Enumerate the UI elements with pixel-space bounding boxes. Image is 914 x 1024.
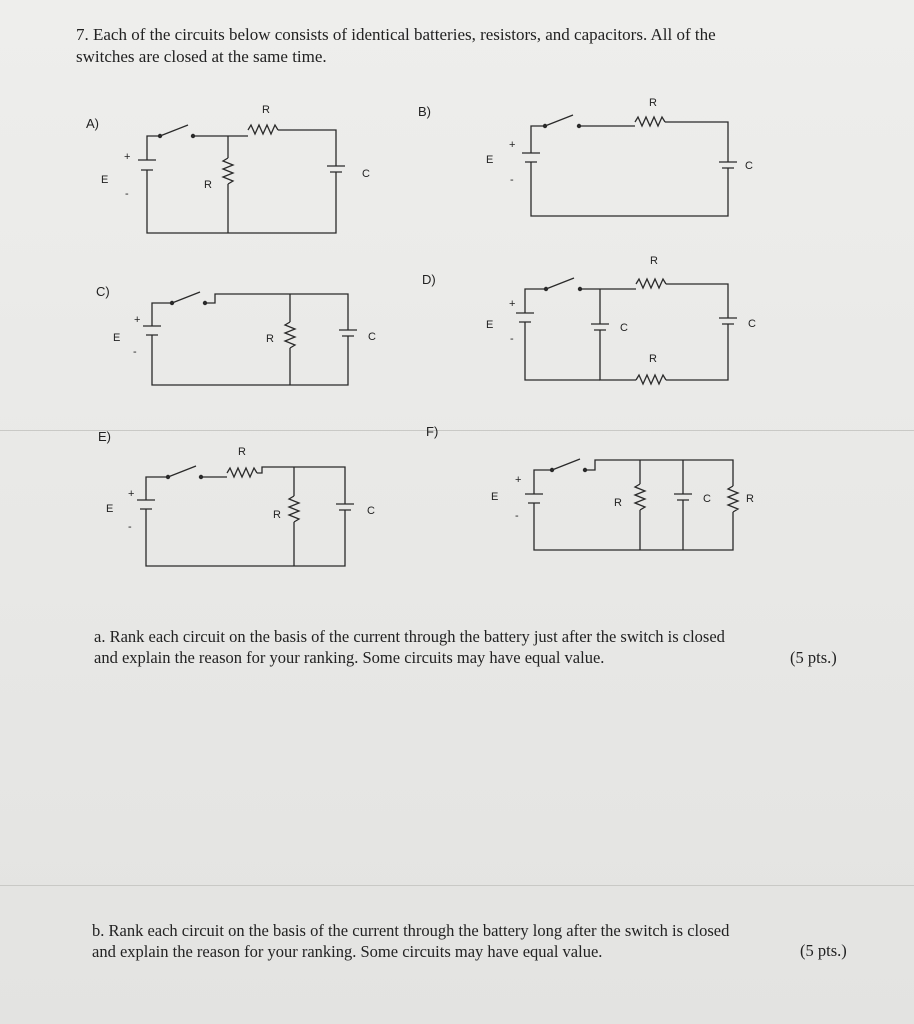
- switch-contact: [544, 287, 548, 291]
- capacitor-label: C: [367, 505, 375, 517]
- battery-symbol: [143, 326, 161, 345]
- battery-symbol: [522, 153, 540, 172]
- resistor-zigzag: [285, 322, 295, 348]
- battery-symbol: [525, 494, 543, 513]
- capacitor-symbol: [591, 324, 609, 330]
- capacitor-label: C: [368, 331, 376, 343]
- part-a-line-2: and explain the reason for your ranking. Some circuits may have equal value.: [94, 648, 605, 667]
- part-b: [92, 920, 862, 962]
- battery-label: E: [101, 174, 109, 186]
- resistor-label: R: [650, 255, 658, 267]
- circuit-a: [101, 104, 370, 233]
- resistor-label: R: [746, 493, 754, 505]
- battery-plus: +: [509, 139, 516, 151]
- battery-symbol: [516, 313, 534, 333]
- question-line-1: Each of the circuits below consists of identical batteries, resistors, and capacitors. All of the: [93, 25, 716, 44]
- circuit-f: [491, 459, 754, 550]
- battery-label: E: [491, 491, 499, 503]
- capacitor-symbol: [327, 166, 345, 172]
- circuit-label-e: E): [98, 429, 111, 444]
- question-line-2: switches are closed at the same time.: [76, 47, 327, 66]
- resistor-zigzag: [248, 125, 278, 134]
- resistor-zigzag: [227, 468, 257, 477]
- circuit-label-a: A): [86, 116, 99, 131]
- battery-minus: -: [510, 174, 514, 186]
- part-b-points: (5 pts.): [800, 941, 847, 960]
- battery-label: E: [106, 503, 114, 515]
- battery-label: E: [486, 319, 494, 331]
- battery-symbol: [138, 160, 156, 183]
- battery-minus: -: [125, 188, 129, 200]
- circuit-c: [113, 292, 376, 385]
- switch-contact: [166, 475, 170, 479]
- capacitor-symbol: [719, 162, 737, 168]
- circuit-b: [486, 97, 753, 216]
- part-a: [94, 626, 854, 668]
- part-a-points: (5 pts.): [790, 648, 837, 667]
- circuit-label-d: D): [422, 272, 436, 287]
- circuit-d: [486, 255, 756, 384]
- battery-minus: -: [510, 333, 514, 345]
- capacitor-label: C: [620, 322, 628, 334]
- switch-contact: [170, 301, 174, 305]
- battery-label: E: [113, 332, 121, 344]
- switch-contact: [158, 134, 162, 138]
- capacitor-label: C: [703, 493, 711, 505]
- switch-contact: [550, 468, 554, 472]
- part-a-line-1: a. Rank each circuit on the basis of the current through the battery just after the switch is closed: [94, 627, 725, 646]
- resistor-label: R: [649, 353, 657, 365]
- resistor-zigzag: [636, 279, 666, 288]
- resistor-zigzag: [728, 486, 738, 512]
- battery-minus: -: [133, 346, 137, 358]
- resistor-label: R: [204, 179, 212, 191]
- circuit-label-f: F): [426, 424, 439, 439]
- resistor-label: R: [238, 446, 246, 458]
- circuit-label-b: B): [418, 104, 431, 119]
- resistor-label: R: [273, 509, 281, 521]
- resistor-zigzag: [289, 496, 299, 522]
- resistor-label: R: [262, 104, 270, 116]
- capacitor-symbol: [339, 330, 357, 336]
- capacitor-label: C: [745, 160, 753, 172]
- switch-contact: [543, 124, 547, 128]
- resistor-zigzag: [223, 158, 233, 184]
- resistor-zigzag: [636, 375, 666, 384]
- capacitor-label: C: [362, 168, 370, 180]
- battery-symbol: [137, 500, 155, 519]
- circuit-label-c: C): [96, 284, 110, 299]
- resistor-label: R: [649, 97, 657, 109]
- battery-minus: -: [515, 510, 519, 522]
- capacitor-symbol: [719, 318, 737, 324]
- resistor-label: R: [266, 333, 274, 345]
- battery-minus: -: [128, 521, 132, 533]
- circuit-e: [106, 446, 375, 566]
- part-b-line-1: b. Rank each circuit on the basis of the current through the battery long after the switch is closed: [92, 921, 730, 940]
- part-b-line-2: and explain the reason for your ranking. Some circuits may have equal value.: [92, 942, 603, 961]
- resistor-zigzag: [635, 117, 665, 126]
- battery-plus: +: [128, 488, 135, 500]
- resistor-zigzag: [635, 484, 645, 510]
- capacitor-symbol: [336, 504, 354, 510]
- battery-plus: +: [124, 151, 131, 163]
- battery-plus: +: [509, 298, 516, 310]
- battery-label: E: [486, 154, 494, 166]
- battery-plus: +: [515, 474, 522, 486]
- question-number: 7.: [76, 25, 89, 44]
- resistor-label: R: [614, 497, 622, 509]
- battery-plus: +: [134, 314, 141, 326]
- capacitor-label: C: [748, 318, 756, 330]
- capacitor-symbol: [674, 494, 692, 500]
